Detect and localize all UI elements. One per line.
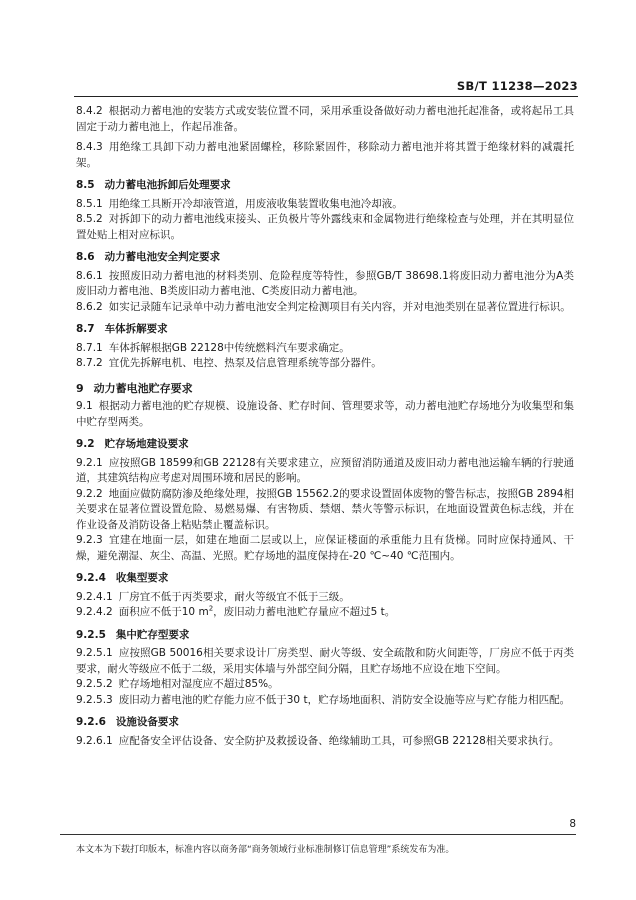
heading-number: 9.2.5: [76, 628, 106, 641]
clause-8-6-1: [76, 269, 574, 300]
heading-9-2-5: [76, 628, 574, 644]
clause-9-2-3: [76, 533, 574, 564]
heading-text: 集中贮存型要求: [115, 628, 190, 641]
clause-8-7-2: [76, 356, 574, 372]
clause-8-4-2: [76, 104, 574, 135]
footer-note: 本文本为下载打印版本，标准内容以商务部“商务领域行业标准制修订信息管理”系统发布为准。: [76, 845, 455, 855]
heading-text: 动力蓄电池拆卸后处理要求: [104, 179, 231, 191]
heading-number: 8.7: [76, 323, 95, 335]
clause-text: 地面应做防腐防渗及绝缘处理，按照GB 15562.2的要求设置固体废物的警告标志，按照GB 2894相关要求在显著位置设置危险、易燃易爆、有害物质、禁烟、禁火等警示标识，在地面设置黄色标志线，并在作业设备及消防设备上粘贴禁止覆盖标识。: [76, 487, 574, 531]
clause-number: 9.2.5.3: [76, 693, 113, 706]
heading-8-5: [76, 178, 574, 194]
clause-8-4-3: [76, 140, 574, 171]
clause-text: 应按照GB 50016相关要求设计厂房类型、耐火等级、安全疏散和防火间距等，厂房应不低于丙类要求，耐火等级应不低于二级，采用实体墙与外部空间分隔，且贮存场地不应设在地下空间。: [76, 647, 574, 675]
superscript-exponent: 2: [208, 604, 214, 613]
clause-8-5-2: [76, 212, 574, 243]
clause-text: 车体拆解根据GB 22128中传统燃料汽车要求确定。: [108, 341, 350, 354]
clause-9-2-5-1: [76, 646, 574, 677]
clause-number: 9.2.6.1: [76, 734, 113, 747]
clause-number: 9.1: [76, 400, 93, 412]
clause-text: 废旧动力蓄电池的贮存能力应不低于30 t，贮存场地面积、消防安全设施等应与贮存能力相匹配。: [118, 693, 571, 706]
clause-number: 9.2.5.1: [76, 647, 113, 659]
heading-9-2: [76, 437, 574, 453]
document-code: SB/T 11238—2023: [456, 79, 578, 93]
heading-text: 车体拆解要求: [104, 323, 168, 335]
clause-8-6-2: [76, 300, 574, 316]
clause-9-2-4-1: [76, 590, 574, 606]
heading-8-6: [76, 250, 574, 266]
heading-9-2-6: [76, 715, 574, 731]
heading-text: 动力蓄电池安全判定要求: [104, 251, 221, 263]
clause-text: 厂房宜不低于丙类要求，耐火等级宜不低于三级。: [118, 590, 350, 603]
heading-text: 收集型要求: [115, 572, 169, 584]
clause-number: 9.2.3: [76, 534, 103, 546]
heading-9-2-4: [76, 571, 574, 587]
clause-text: 根据动力蓄电池的安装方式或安装位置不同，采用承重设备做好动力蓄电池托起准备，或将起吊工具固定于动力蓄电池上，作起吊准备。: [76, 105, 574, 133]
clause-number: 9.2.4.1: [76, 590, 113, 603]
clause-9-2-5-3: [76, 693, 574, 709]
clause-9-2-2: [76, 487, 574, 534]
page-number: 8: [569, 818, 576, 830]
clause-number: 8.4.3: [76, 141, 103, 153]
heading-text: 设施设备要求: [115, 716, 179, 728]
clause-number: 9.2.2: [76, 487, 103, 500]
heading-text: 动力蓄电池贮存要求: [93, 381, 193, 395]
clause-number: 8.4.2: [76, 105, 103, 117]
clause-text: 用绝缘工具卸下动力蓄电池紧固螺栓，移除紧固件，移除动力蓄电池并将其置于绝缘材料的减震托架。: [76, 141, 574, 169]
clause-text: 贮存场地相对湿度应不超过85%。: [118, 678, 279, 690]
clause-number: 9.2.1: [76, 456, 103, 469]
heading-8-7: [76, 322, 574, 338]
heading-number: 8.6: [76, 251, 95, 263]
clause-number: 9.2.5.2: [76, 678, 113, 690]
clause-text: 如实记录随车记录单中动力蓄电池安全判定检测项目有关内容，并对电池类别在显著位置进行标识。: [108, 300, 571, 313]
clause-text-part1: 面积应不低于10 m: [118, 606, 209, 618]
clause-number: 8.7.1: [76, 341, 103, 354]
clause-text: 用绝缘工具断开冷却液管道，用废液收集装置收集电池冷却液。: [108, 197, 403, 210]
heading-number: 9: [76, 381, 84, 395]
clause-9-2-5-2: [76, 677, 574, 693]
footer-rule: [60, 834, 576, 835]
header-rule: [74, 96, 578, 97]
clause-number: 8.6.2: [76, 300, 103, 313]
clause-text: 按照废旧动力蓄电池的材料类别、危险程度等特性，参照GB/T 38698.1将废旧动力蓄电池分为A类废旧动力蓄电池、B类废旧动力蓄电池、C类废旧动力蓄电池。: [76, 269, 574, 297]
heading-number: 8.5: [76, 179, 95, 191]
clause-number: 8.6.1: [76, 269, 103, 282]
document-body: [76, 104, 574, 749]
clause-number: 8.7.2: [76, 357, 103, 369]
clause-text: 应按照GB 18599和GB 22128有关要求建立，应预留消防通道及废旧动力蓄电池运输车辆的行驶通道，其建筑结构应考虑对周围环境和居民的影响。: [76, 456, 574, 484]
clause-8-7-1: [76, 341, 574, 357]
clause-text: 宜建在地面一层，如建在地面二层或以上，应保证楼面的承重能力且有货梯。同时应保持通风、干燥，避免潮湿、灰尘、高温、光照。贮存场地的温度保持在-20 ℃~40 ℃范围内。: [76, 534, 574, 562]
heading-number: 9.2.6: [76, 716, 106, 728]
clause-text: 应配备安全评估设备、安全防护及救援设备、绝缘辅助工具，可参照GB 22128相关要求执行。: [118, 734, 560, 747]
clause-number: 8.5.2: [76, 213, 103, 225]
clause-text: 根据动力蓄电池的贮存规模、设施设备、贮存时间、管理要求等，动力蓄电池贮存场地分为收集型和集中贮存型两类。: [76, 400, 574, 428]
heading-9: [76, 381, 574, 397]
heading-number: 9.2.4: [76, 572, 106, 584]
heading-text: 贮存场地建设要求: [104, 438, 189, 450]
clause-text: 对拆卸下的动力蓄电池线束接头、正负极片等外露线束和金属物进行绝缘检查与处理，并在其明显位置处贴上相对应标识。: [76, 213, 574, 241]
clause-text-part2: ，废旧动力蓄电池贮存量应不超过5 t。: [213, 606, 396, 618]
clause-number: 8.5.1: [76, 197, 103, 210]
clause-8-5-1: [76, 197, 574, 213]
clause-number: 9.2.4.2: [76, 606, 113, 618]
clause-9-2-1: [76, 456, 574, 487]
clause-9-2-4-2: [76, 605, 574, 621]
heading-number: 9.2: [76, 438, 95, 450]
clause-9-2-6-1: [76, 734, 574, 750]
clause-text: 宜优先拆解电机、电控、热泵及信息管理系统等部分器件。: [108, 357, 382, 369]
clause-9-1: [76, 399, 574, 430]
